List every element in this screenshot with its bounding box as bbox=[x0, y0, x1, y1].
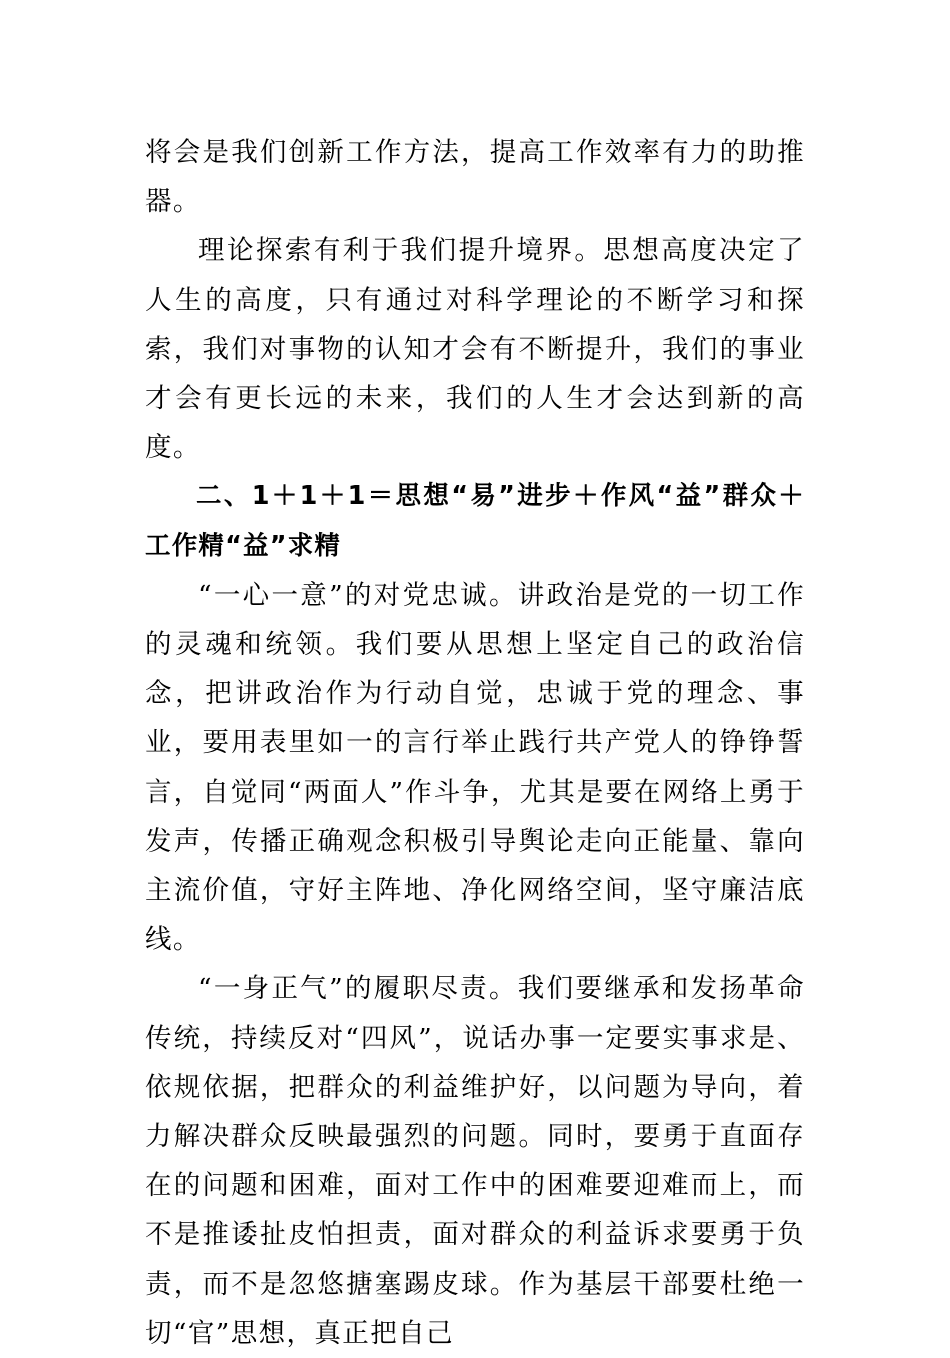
paragraph-continuation: 将会是我们创新工作方法，提高工作效率有力的助推器。 bbox=[145, 137, 805, 218]
paragraph-duty: “一身正气”的履职尽责。我们要继承和发扬革命传统，持续反对“四风”，说话办事一定要实事求是、依规依据，把群众的利益维护好，以问题为导向，着力解决群众反映最强烈的问题。同时，要勇于直面存在的问题和困难，面对工作中的困难要迎难而上，而不是推诿扯皮怕担责，面对群众的利益诉求要勇于负责，而不是忽悠搪塞踢皮球。作为基层干部要杜绝一切“官”思想，真正把自己 bbox=[145, 973, 805, 1349]
paragraph-theory-exploration: 理论探索有利于我们提升境界。思想高度决定了人生的高度，只有通过对科学理论的不断学习和探索，我们对事物的认知才会有不断提升，我们的事业才会有更长远的未来，我们的人生才会达到新的高度。 bbox=[145, 235, 805, 464]
paragraph-loyalty: “一心一意”的对党忠诚。讲政治是党的一切工作的灵魂和统领。我们要从思想上坚定自己的政治信念，把讲政治作为行动自觉，忠诚于党的理念、事业，要用表里如一的言行举止践行共产党人的铮铮誓言，自觉同“两面人”作斗争，尤其是要在网络上勇于发声，传播正确观念积极引导舆论走向正能量、靠向主流价值，守好主阵地、净化网络空间，坚守廉洁底线。 bbox=[145, 579, 805, 956]
document-page bbox=[145, 128, 805, 1358]
section-heading-two: 二、1＋1＋1＝思想“易”进步＋作风“益”群众＋工作精“益”求精 bbox=[145, 481, 805, 561]
